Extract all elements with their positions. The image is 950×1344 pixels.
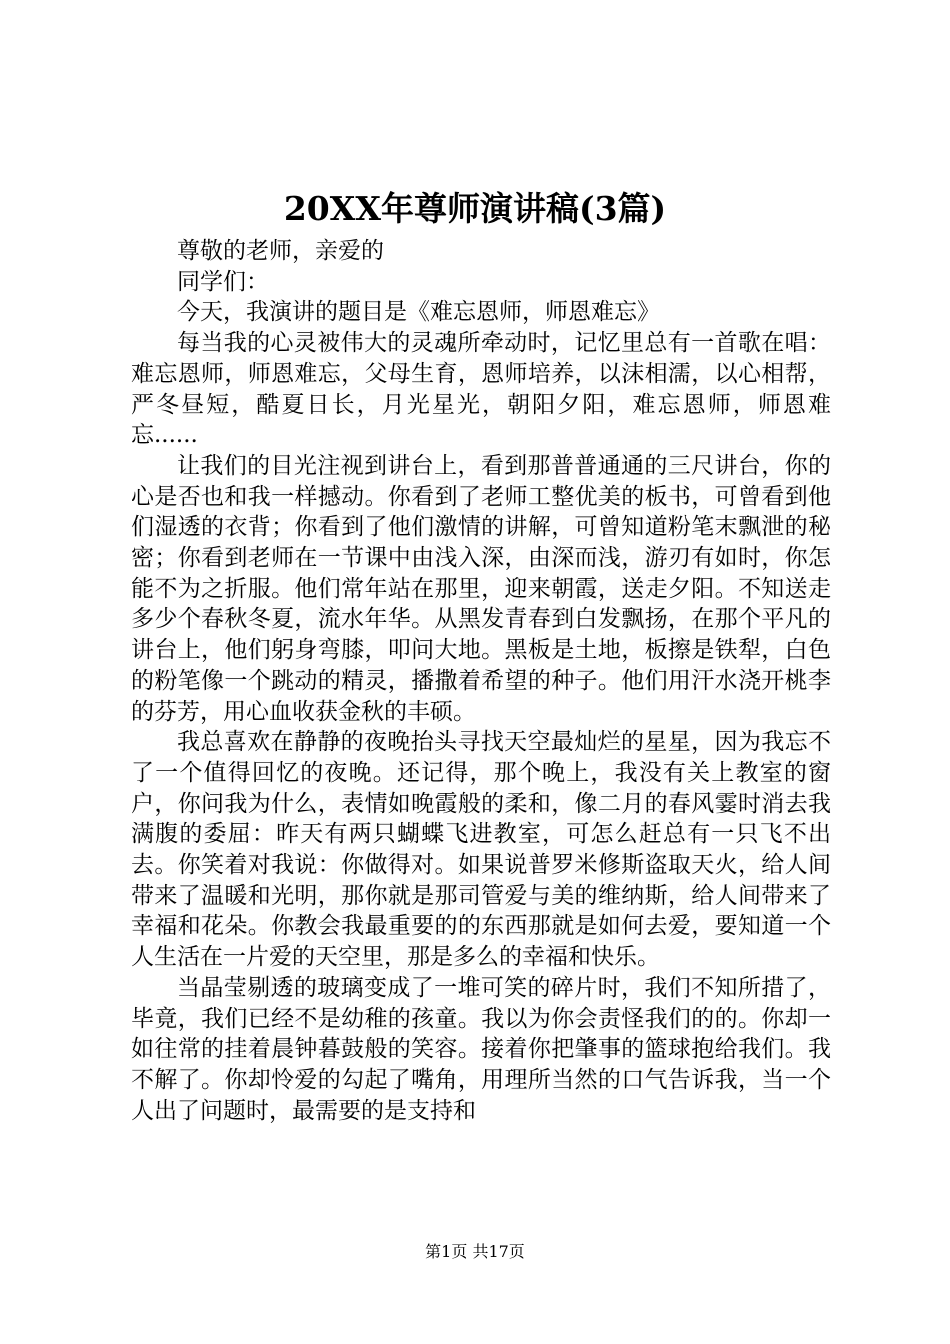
paragraph-2: 让我们的目光注视到讲台上，看到那普普通通的三尺讲台，你的心是否也和我一样撼动。你看到了老师工整优美的板书，可曾看到他们湿透的衣背；你看到了他们激情的讲解，可曾知道粉笔末飘泄的秘密；你看到老师在一节课中由浅入深，由深而浅，游刃有如时，你怎能不为之折服。他们常年站在那里，迎来朝霞，送走夕阳。不知送走多少个春秋冬夏，流水年华。从黑发青春到白发飘扬，在那个平凡的讲台上，他们躬身弯膝，叩问大地。黑板是土地，板擦是铁犁，白色的粉笔像一个跳动的精灵，播撒着希望的种子。他们用汗水浇开桃李的芬芳，用心血收获金秋的丰硕。 — [131, 452, 831, 725]
paragraph-1: 每当我的心灵被伟大的灵魂所牵动时，记忆里总有一首歌在唱：难忘恩师，师恩难忘，父母生育，恩师培养，以沫相濡，以心相帮，严冬昼短，酷夏日长，月光星光，朝阳夕阳，难忘恩师，师恩难忘...... — [131, 330, 831, 449]
paragraph-4: 当晶莹剔透的玻璃变成了一堆可笑的碎片时，我们不知所措了，毕竟，我们已经不是幼稚的孩童。我以为你会责怪我们的的。你却一如往常的挂着晨钟暮鼓般的笑容。接着你把肇事的篮球抱给我们。我不解了。你却怜爱的勾起了嘴角，用理所当然的口气告诉我，当一个人出了问题时，最需要的是支持和 — [131, 974, 831, 1124]
page-footer: 第1页 共17页 — [425, 1242, 525, 1261]
paragraph-topic: 今天，我演讲的题目是《难忘恩师，师恩难忘》 — [177, 299, 660, 326]
paragraph-salutation-1: 尊敬的老师，亲爱的 — [177, 238, 384, 264]
paragraph-3: 我总喜欢在静静的夜晚抬头寻找天空最灿烂的星星，因为我忘不了一个值得回忆的夜晚。还记得，那个晚上，我没有关上教室的窗户，你问我为什么，表情如晚霞般的柔和，像二月的春风霎时消去我满腹的委屈：昨天有两只蝴蝶飞进教室，可怎么赶总有一只飞不出去。你笑着对我说：你做得对。如果说普罗米修斯盗取天火，给人间带来了温暖和光明，那你就是那司管爱与美的维纳斯，给人间带来了幸福和花朵。你教会我最重要的的东西那就是如何去爱，要知道一个人生活在一片爱的天空里，那是多么的幸福和快乐。 — [131, 729, 831, 971]
document-title: 20XX年尊师演讲稿(3篇) — [283, 189, 667, 228]
paragraph-salutation-2: 同学们： — [177, 268, 269, 295]
document-body — [131, 236, 831, 1126]
